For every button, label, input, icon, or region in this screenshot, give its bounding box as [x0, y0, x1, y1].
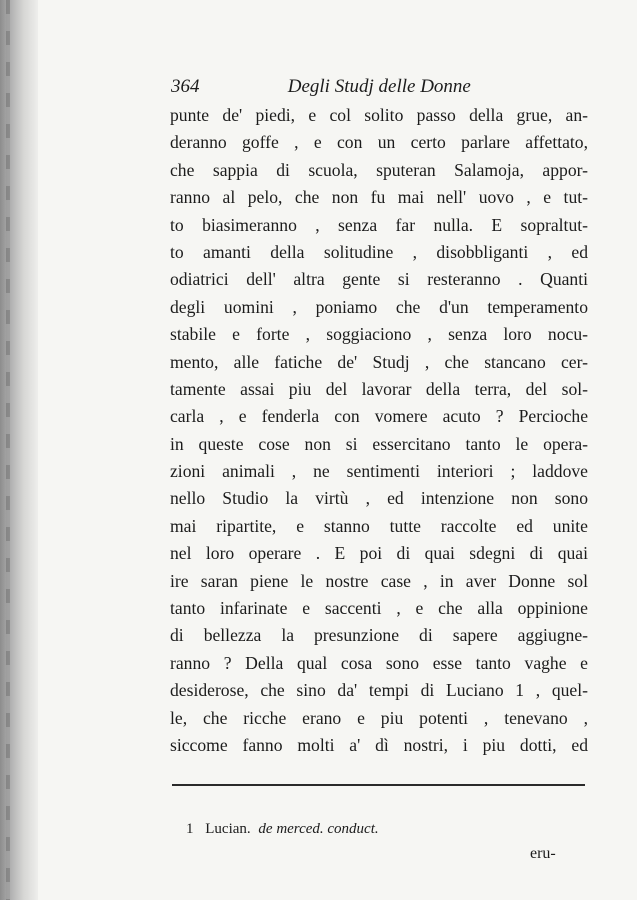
text-line: stabile e forte , soggiaciono , senza loro nocu-: [170, 324, 588, 345]
text-line: tamente assai piu del lavorar della terra, del sol-: [170, 378, 588, 399]
page-gutter-shadow: [0, 0, 38, 900]
footnote-rule: [172, 784, 585, 786]
text-line: mento, alle fatiche de' Studj , che stancano cer-: [170, 351, 588, 372]
footnote-marker: 1: [186, 821, 194, 837]
binding-streak: [6, 0, 10, 900]
page-header: [171, 74, 571, 100]
catchword: eru-: [530, 845, 556, 862]
text-line: punte de' piedi, e col solito passo della grue, an-: [170, 105, 588, 125]
text-line: nello Studio la virtù , ed intenzione non sono: [170, 488, 588, 509]
text-line: degli uomini , poniamo che d'un temperamento: [170, 296, 588, 317]
text-line: zioni animali , ne sentimenti interiori ; laddove: [170, 461, 588, 482]
text-line: mai ripartite, e stanno tutte raccolte ed unite: [170, 515, 588, 536]
text-line: to biasimeranno , senza far nulla. E sopraltut-: [170, 214, 588, 235]
text-line: di bellezza la presunzione di sapere aggiugne-: [170, 625, 588, 646]
footnote-author: Lucian.: [205, 821, 251, 837]
running-head: Degli Studj delle Donne: [287, 76, 471, 97]
text-line: desiderose, che sino da' tempi di Luciano 1 , quel-: [170, 680, 588, 701]
text-line: ranno al pelo, che non fu mai nell' uovo , e tut-: [170, 187, 588, 208]
text-line: odiatrici dell' altra gente si resteranno . Quanti: [170, 269, 588, 290]
text-line: ire saran piene le nostre case , in aver Donne sol: [170, 570, 588, 591]
text-line: carla , e fenderla con vomere acuto ? Percioche: [170, 406, 588, 427]
footnote-reference: de merced. conduct.: [258, 821, 379, 837]
body-text: [170, 102, 588, 759]
text-line: nel loro operare . E poi di quai sdegni di quai: [170, 543, 588, 564]
text-line: to amanti della solitudine , disobbliganti , ed: [170, 241, 588, 262]
text-line: deranno goffe , e con un certo parlare affettato,: [170, 132, 588, 153]
text-line: tanto infarinate e saccenti , e che alla oppinione: [170, 598, 588, 619]
text-line: in queste cose non si essercitano tanto le opera-: [170, 433, 588, 454]
text-line: ranno ? Della qual cosa sono esse tanto vaghe e: [170, 652, 588, 673]
footnote: [186, 818, 566, 840]
page-number: 364: [171, 76, 200, 97]
text-line: le, che ricche erano e piu potenti , tenevano ,: [170, 707, 588, 728]
text-line: che sappia di scuola, sputeran Salamoja, appor-: [170, 159, 588, 180]
text-line: siccome fanno molti a' dì nostri, i piu dotti, ed: [170, 734, 588, 755]
